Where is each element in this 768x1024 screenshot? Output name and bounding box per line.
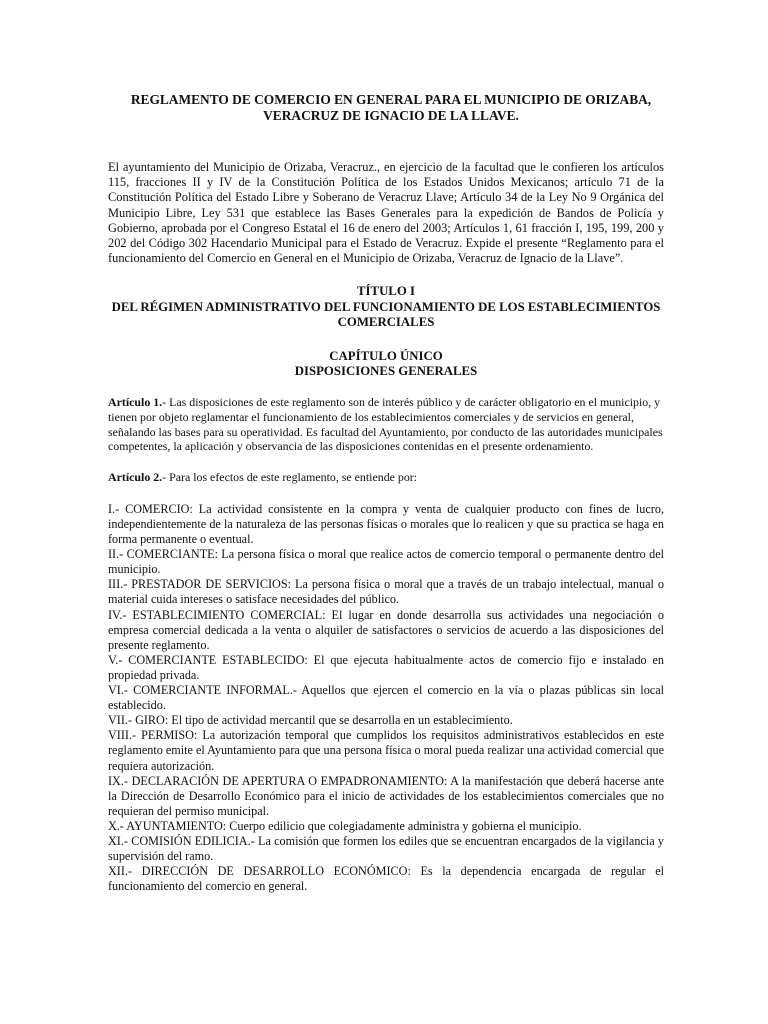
definition-item: X.- AYUNTAMIENTO: Cuerpo edilicio que colegiadamente administra y gobierna el municipio.	[108, 818, 582, 833]
definition-item: XI.- COMISIÓN EDILICIA.- La comisión que formen los ediles que se encuentran encargados de la vigilancia y supervisión del ramo.	[108, 833, 664, 864]
capitulo-heading	[108, 349, 664, 380]
definition-item: III.- PRESTADOR DE SERVICIOS: La persona física o moral que a través de un trabajo intelectual, manual o material cuida intereses o satisface necesidades del público.	[108, 577, 664, 607]
document-title-line-2: VERACRUZ DE IGNACIO DE LA LLAVE.	[263, 108, 519, 123]
intro-paragraph: El ayuntamiento del Municipio de Orizaba, Veracruz., en ejercicio de la facultad que le confieren los artículos 115, fracciones II y IV de la Constitución Política de los Estados Unidos Mexicanos; artículo 71 de la Constitución Política del Estado Libre y Soberano de Veracruz Llave; Artículo 34 de la Ley No 9 Orgánica del Municipio Libre, Ley 531 que establece las Bases Generales para la expedición de Bandos de Policía y Gobierno, aprobada por el Congreso Estatal el 16 de enero del 2003; Artículos 1, 61 fracción I, 195, 199, 200 y 202 del Código 302 Hacendario Municipal para el Estado de Veracruz. Expide el presente “Reglamento para el funcionamiento del Comercio en General en el Municipio de Orizaba, Veracruz de Ignacio de la Llave”.	[108, 160, 664, 266]
definition-item: II.- COMERCIANTE: La persona física o moral que realice actos de comercio temporal o permanente dentro del municipio.	[108, 547, 664, 577]
article-1-label: Artículo 1.	[108, 394, 163, 409]
definitions-list	[108, 502, 664, 894]
definition-item: IV.- ESTABLECIMIENTO COMERCIAL: El lugar en donde desarrolla sus actividades una negociación o empresa comercial dedicada a la venta o alquiler de satisfactores o servicios de acuerdo a las disposiciones del presente reglamento.	[108, 607, 664, 652]
titulo-text-line-2: COMERCIALES	[337, 315, 435, 330]
document-title	[108, 92, 664, 124]
titulo-text-line-1: DEL RÉGIMEN ADMINISTRATIVO DEL FUNCIONAMIENTO DE LOS ESTABLECIMIENTOS	[111, 299, 661, 314]
titulo-label: TÍTULO I	[357, 284, 415, 299]
article-1-text: - Las disposiciones de este reglamento son de interés público y de carácter obligatorio en el municipio, y tienen por objeto reglamentar el funcionamiento de los establecimientos comerciales y de servicios en general, señalando las bases para su operatividad. Es facultad del Ayuntamiento, por conducto de las autoridades municipales competentes, la aplicación y observancia de las disposiciones contenidas en el presente ordenamiento.	[108, 394, 663, 454]
capitulo-text: DISPOSICIONES GENERALES	[294, 364, 478, 379]
definition-item: VII.- GIRO: El tipo de actividad mercantil que se desarrolla en un establecimiento.	[108, 713, 513, 728]
document-title-line-1: REGLAMENTO DE COMERCIO EN GENERAL PARA EL MUNICIPIO DE ORIZABA,	[130, 92, 652, 107]
definition-item: I.- COMERCIO: La actividad consistente en la compra y venta de cualquier producto con fines de lucro, independientemente de la naturaleza de las personas físicas o morales que lo realicen y que su practica se haga en forma permanente o eventual.	[108, 501, 664, 547]
definition-item: V.- COMERCIANTE ESTABLECIDO: El que ejecuta habitualmente actos de comercio fijo e instalado en propiedad privada.	[108, 652, 664, 682]
capitulo-label: CAPÍTULO ÚNICO	[329, 348, 443, 363]
article-2-label: Artículo 2.	[108, 470, 163, 485]
definition-item: VI.- COMERCIANTE INFORMAL.- Aquellos que ejercen el comercio en la vía o plazas públicas sin local establecido.	[108, 683, 664, 713]
definition-item: VIII.- PERMISO: La autorización temporal que cumplidos los requisitos administrativos establecidos en este reglamento emite el Ayuntamiento para que una persona física o moral pueda realizar una actividad comercial que requiera autorización.	[108, 728, 664, 773]
definition-item: XII.- DIRECCIÓN DE DESARROLLO ECONÓMICO: Es la dependencia encargada de regular el funcionamiento del comercio en general.	[108, 864, 664, 894]
article-2-text: - Para los efectos de este reglamento, se entiende por:	[162, 470, 418, 485]
definition-item: IX.- DECLARACIÓN DE APERTURA O EMPADRONAMIENTO: A la manifestación que deberá hacerse ante la Dirección de Desarrollo Económico para el inicio de actividades de los establecimientos comerciales que no requieran del permiso municipal.	[108, 773, 664, 818]
titulo-heading	[108, 284, 664, 331]
article-2	[108, 470, 664, 485]
article-1	[108, 395, 664, 454]
